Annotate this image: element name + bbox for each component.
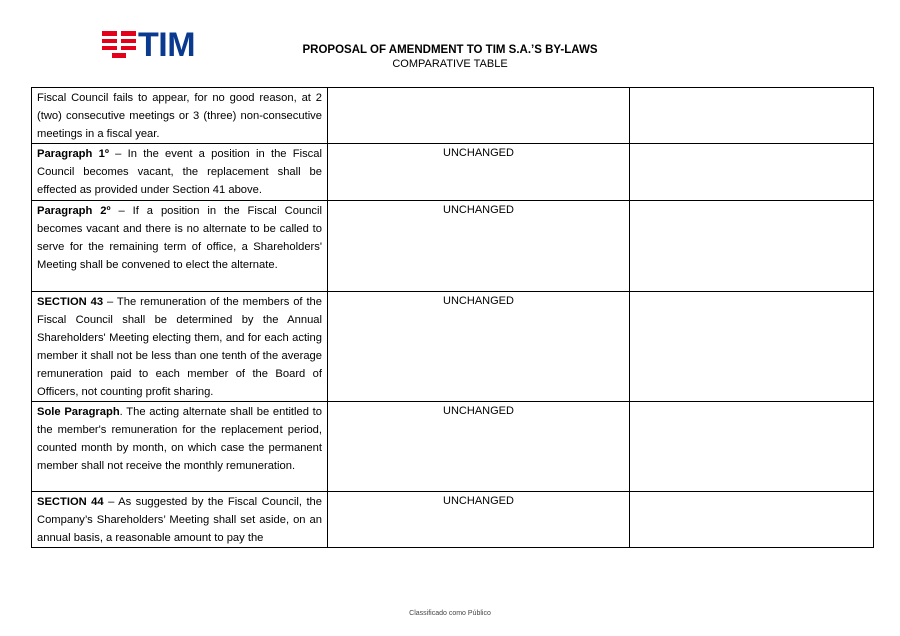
clause-lead: Sole Paragraph: [37, 406, 120, 419]
justification-cell: [630, 88, 874, 144]
proposal-status: UNCHANGED: [443, 405, 514, 418]
document-subtitle: COMPARATIVE TABLE: [392, 58, 508, 70]
table-row: [32, 88, 874, 144]
comparative-table: [31, 87, 874, 548]
tim-logo-mark-icon: [102, 30, 136, 60]
proposal-cell: [328, 492, 630, 548]
table-row: [32, 144, 874, 200]
current-text-cell: [32, 144, 328, 200]
document-title: PROPOSAL OF AMENDMENT TO TIM S.A.’S BY-LAWS: [302, 44, 598, 56]
justification-cell: [630, 200, 874, 291]
justification-cell: [630, 492, 874, 548]
current-text-cell: [32, 492, 328, 548]
table-row: [32, 492, 874, 548]
clause-lead: Paragraph 1º: [37, 148, 109, 161]
proposal-cell: [328, 291, 630, 402]
current-text-cell: [32, 402, 328, 492]
justification-cell: [630, 291, 874, 402]
proposal-status: UNCHANGED: [443, 294, 514, 307]
proposal-cell: [328, 402, 630, 492]
current-text-cell: [32, 88, 328, 144]
proposal-cell: [328, 88, 630, 144]
clause-text: – If a position in the Fiscal Council becomes vacant and there is no alternate to be called to serve for the remaining term of office, a Shareholders' Meeting shall be convened to elect the alternate.: [37, 204, 322, 271]
proposal-cell: [328, 200, 630, 291]
document-header: [250, 43, 650, 72]
proposal-status: UNCHANGED: [443, 147, 514, 160]
clause-text: . The acting alternate shall be entitled to the member's remuneration for the replacement period, counted month by month, on which case the permanent member shall not receive the monthly remuneration.: [37, 406, 322, 473]
current-text-cell: [32, 291, 328, 402]
proposal-status: UNCHANGED: [443, 495, 514, 508]
clause-lead: SECTION 44: [37, 496, 104, 509]
current-text-cell: [32, 200, 328, 291]
table-row: [32, 402, 874, 492]
proposal-cell: [328, 144, 630, 200]
clause-text: – As suggested by the Fiscal Council, the Company’s Shareholders’ Meeting shall set aside, on an annual basis, a reasonable amount to pay the: [37, 496, 322, 545]
table-row: [32, 291, 874, 402]
clause-text: – The remuneration of the members of the Fiscal Council shall be determined by the Annual Shareholders' Meeting electing them, and for each acting member it shall not be less than one tenth of the average remuneration paid to each member of the Board of Officers, not counting profit sharing.: [37, 295, 322, 399]
classification-footer: Classificado como Público: [409, 610, 491, 617]
clause-lead: Paragraph 2º: [37, 204, 111, 217]
justification-cell: [630, 144, 874, 200]
proposal-status: UNCHANGED: [443, 203, 514, 216]
tim-logo-text: TIM: [138, 26, 196, 64]
tim-logo: [102, 26, 196, 64]
clause-text: Fiscal Council fails to appear, for no good reason, at 2 (two) consecutive meetings or 3 (three) non-consecutive meetings in a fiscal year.: [37, 92, 322, 141]
justification-cell: [630, 402, 874, 492]
clause-lead: SECTION 43: [37, 295, 104, 308]
table-row: [32, 200, 874, 291]
clause-text: – In the event a position in the Fiscal Council becomes vacant, the replacement shall be effected as provided under Section 41 above.: [37, 148, 322, 197]
